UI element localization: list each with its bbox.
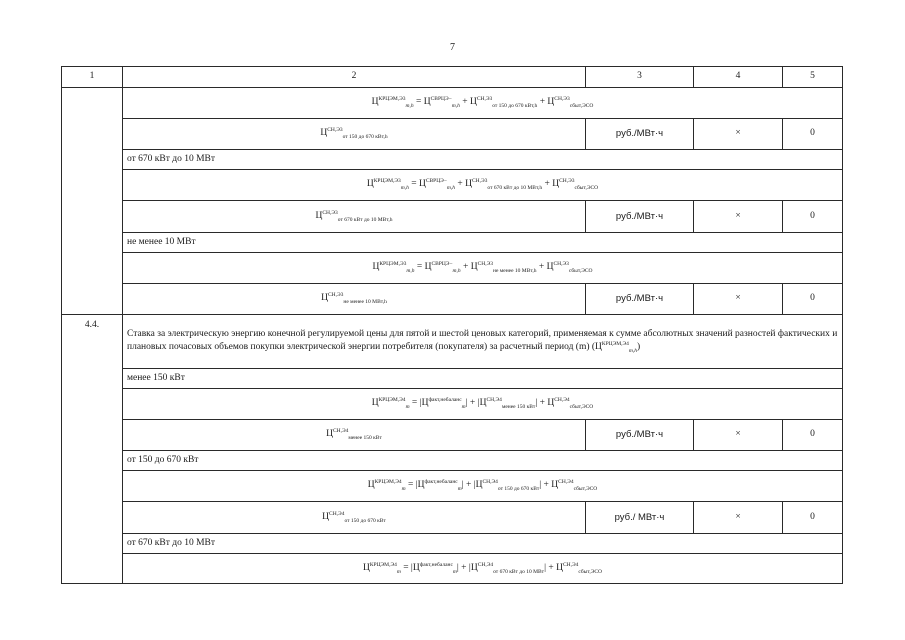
range-label: не менее 10 МВт bbox=[123, 233, 843, 253]
range-row bbox=[62, 534, 843, 554]
formula-row bbox=[62, 170, 843, 201]
times-cell: × bbox=[694, 201, 783, 233]
formula-row bbox=[62, 88, 843, 119]
column-header: 3 bbox=[586, 67, 694, 88]
item-description: Ставка за электрическую энергию конечной регулируемой цены для пятой и шестой ценовых категорий, применяемая к сумме абсолютных значений разностей фактических и плановых почасовых объемов покупки электрической энергии потребителя (покупателя) за расчетный период (m) $(Ц^{КРЦЭМ,Э4}_{m,h})$ bbox=[123, 315, 843, 369]
times-cell: × bbox=[694, 284, 783, 315]
formula-row bbox=[62, 471, 843, 502]
times-cell: × bbox=[694, 420, 783, 451]
range-label: от 150 до 670 кВт bbox=[123, 451, 843, 471]
value-cell: 0 bbox=[783, 119, 843, 150]
formula: $Ц^{КРЦЭМ,Э4}_m = |Ц^{факт,небаланс}_m| + |Ц^{СН,Э4}_{от 150 до 670 кВт}| + Ц^{СН,Э4}_{сбыт,ЭСО}$ bbox=[123, 471, 843, 502]
value-cell: 0 bbox=[783, 502, 843, 534]
unit-cell: руб./ МВт·ч bbox=[586, 502, 694, 534]
item-description-row bbox=[62, 315, 843, 369]
rate-row bbox=[62, 201, 843, 233]
unit-cell: руб./МВт·ч bbox=[586, 201, 694, 233]
unit-cell: руб./МВт·ч bbox=[586, 420, 694, 451]
formula: $Ц^{КРЦЭМ,Э3}_{m,h} = Ц^{СВРЦЭ-}_{m,h} + Ц^{СН,Э3}_{от 670 кВт до 10 МВт,h} + Ц^{СН,Э3}_{сбыт,ЭСО}$ bbox=[123, 170, 843, 201]
value-cell: 0 bbox=[783, 420, 843, 451]
rate-symbol: $Ц^{СН,Э4}_{от 150 до 670 кВт}$ bbox=[123, 502, 586, 534]
range-row bbox=[62, 150, 843, 170]
range-row bbox=[62, 369, 843, 389]
formula: $Ц^{КРЦЭМ,Э4}_m = |Ц^{факт,небаланс}_m| + |Ц^{СН,Э4}_{от 670 кВт до 10 МВт}| + Ц^{СН,Э4}_{сбыт,ЭСО}$ bbox=[123, 554, 843, 584]
times-cell: × bbox=[694, 502, 783, 534]
formula-row bbox=[62, 389, 843, 420]
tariff-table bbox=[61, 66, 843, 584]
times-cell: × bbox=[694, 119, 783, 150]
range-label: менее 150 кВт bbox=[123, 369, 843, 389]
rate-row bbox=[62, 502, 843, 534]
formula: $Ц^{КРЦЭМ,Э4}_m = |Ц^{факт,небаланс}_m| + |Ц^{СН,Э4}_{менее 150 кВт}| + Ц^{СН,Э4}_{сбыт,ЭСО}$ bbox=[123, 389, 843, 420]
formula-row bbox=[62, 253, 843, 284]
rate-row bbox=[62, 119, 843, 150]
column-header: 5 bbox=[783, 67, 843, 88]
rate-row bbox=[62, 284, 843, 315]
formula: $Ц^{КРЦЭМ,Э3}_{m,h} = Ц^{СВРЦЭ-}_{m,h} + Ц^{СН,Э3}_{не менее 10 МВт,h} + Ц^{СН,Э3}_{сбыт,ЭСО}$ bbox=[123, 253, 843, 284]
column-header: 4 bbox=[694, 67, 783, 88]
item-number-cell-empty bbox=[62, 88, 123, 315]
rate-symbol: $Ц^{СН,Э3}_{от 150 до 670 кВт,h}$ bbox=[123, 119, 586, 150]
range-row bbox=[62, 451, 843, 471]
formula: $Ц^{КРЦЭМ,Э3}_{m,h} = Ц^{СВРЦЭ-}_{m,h} + Ц^{СН,Э3}_{от 150 до 670 кВт,h} + Ц^{СН,Э3}_{сбыт,ЭСО}$ bbox=[123, 88, 843, 119]
item-number: 4.4. bbox=[62, 315, 123, 584]
rate-symbol: $Ц^{СН,Э3}_{не менее 10 МВт,h}$ bbox=[123, 284, 586, 315]
rate-symbol: $Ц^{СН,Э3}_{от 670 кВт до 10 МВт,h}$ bbox=[123, 201, 586, 233]
header-row bbox=[62, 67, 843, 88]
rate-row bbox=[62, 420, 843, 451]
value-cell: 0 bbox=[783, 201, 843, 233]
column-header: 1 bbox=[62, 67, 123, 88]
column-header: 2 bbox=[123, 67, 586, 88]
range-label: от 670 кВт до 10 МВт bbox=[123, 150, 843, 170]
unit-cell: руб./МВт·ч bbox=[586, 284, 694, 315]
range-label: от 670 кВт до 10 МВт bbox=[123, 534, 843, 554]
rate-symbol: $Ц^{СН,Э4}_{менее 150 кВт}$ bbox=[123, 420, 586, 451]
page-number: 7 bbox=[450, 42, 455, 53]
formula-row bbox=[62, 554, 843, 584]
range-row bbox=[62, 233, 843, 253]
unit-cell: руб./МВт·ч bbox=[586, 119, 694, 150]
value-cell: 0 bbox=[783, 284, 843, 315]
